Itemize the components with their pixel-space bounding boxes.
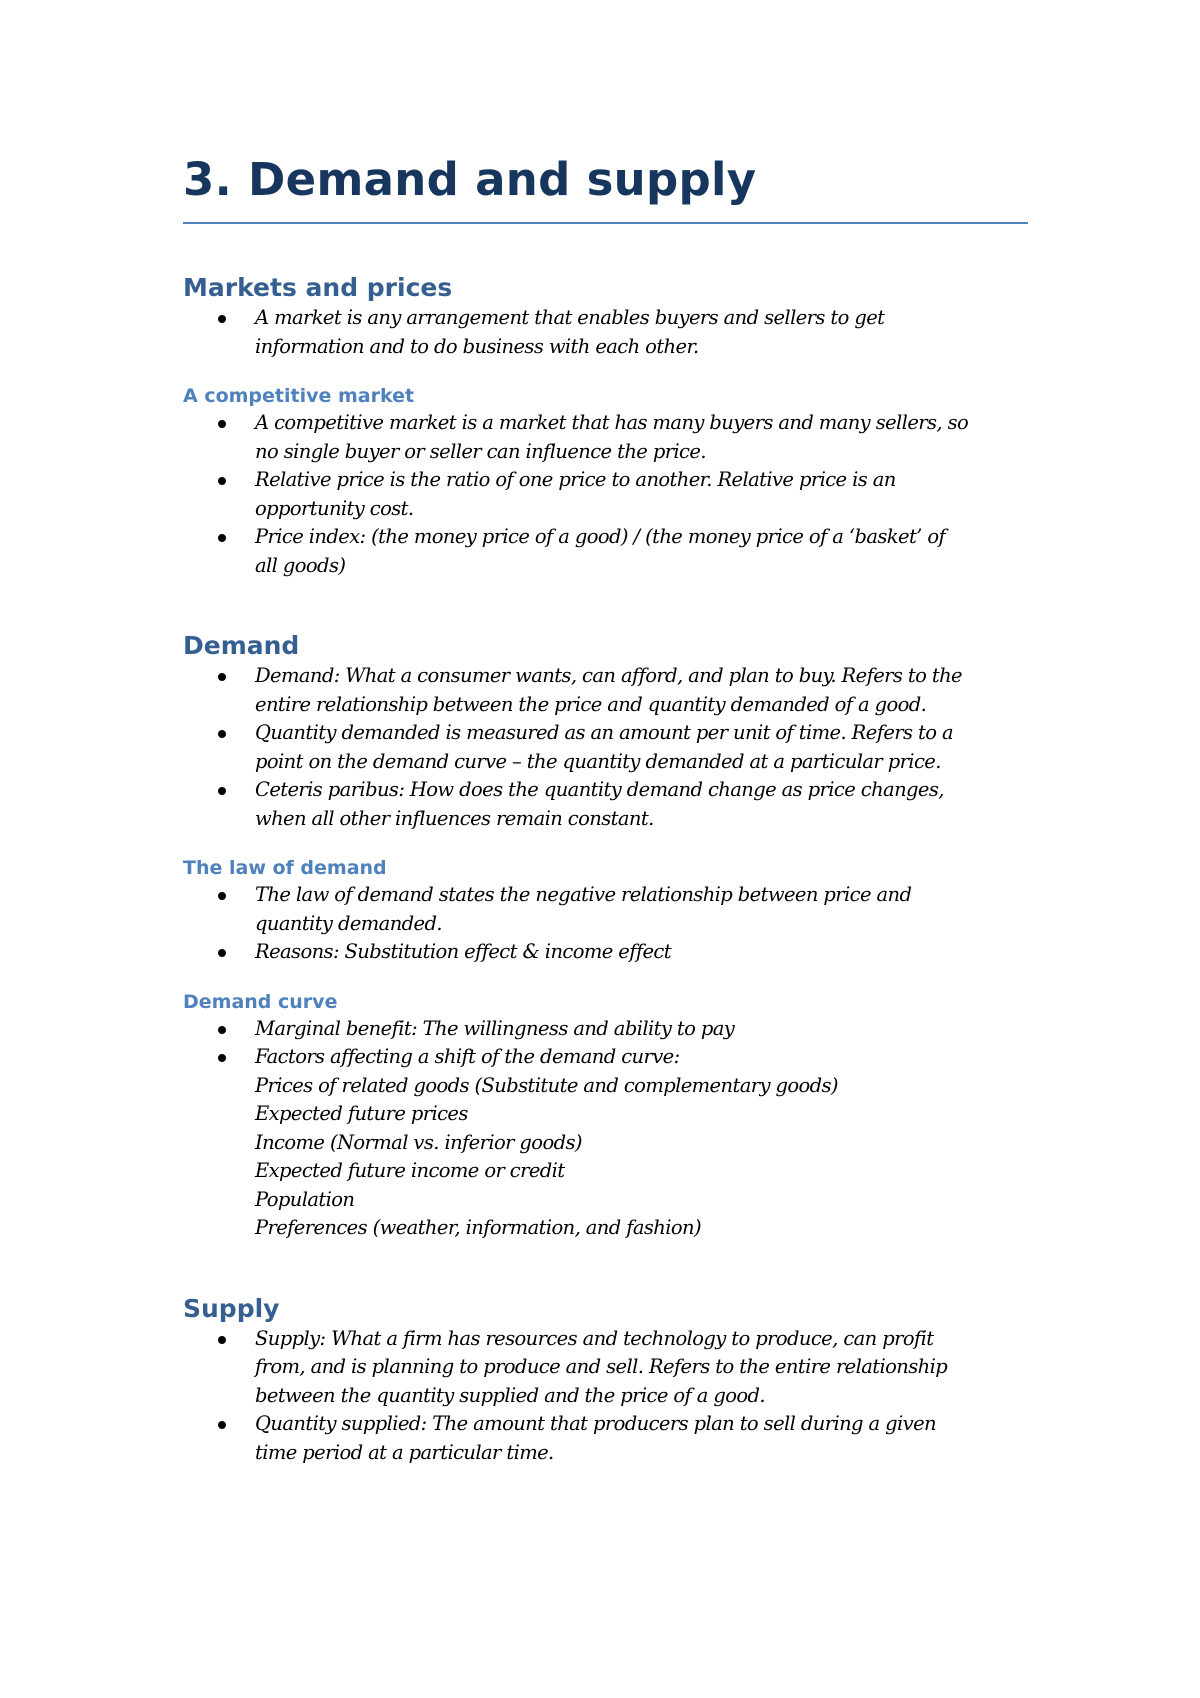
list-item bbox=[183, 1015, 1028, 1044]
list-item bbox=[183, 523, 1028, 580]
list-item-text: Supply: What a firm has resources and technology to produce, can profit bbox=[255, 1326, 934, 1350]
list-item-text: Price index: (the money price of a good) / (the money price of a ‘basket’ of bbox=[255, 525, 946, 548]
list-item-text: Ceteris paribus: How does the quantity demand change as price changes, bbox=[255, 778, 944, 801]
list-item-text: Marginal benefit: The willingness and ability to pay bbox=[255, 1016, 735, 1040]
bullet-icon bbox=[218, 1054, 226, 1062]
list-item bbox=[183, 1410, 1028, 1467]
bullet-list-markets-and-prices bbox=[183, 304, 1028, 361]
list-item-text: Population bbox=[255, 1187, 355, 1211]
bullet-icon bbox=[218, 892, 226, 900]
bullet-list-demand-curve bbox=[183, 1015, 1028, 1243]
list-item-text: A market is any arrangement that enables buyers and sellers to get bbox=[255, 306, 885, 329]
list-item-text: A competitive market is a market that has many buyers and many sellers, so bbox=[255, 411, 969, 434]
subsection-heading-competitive-market: A competitive market bbox=[183, 385, 415, 407]
section-heading-supply: Supply bbox=[183, 1293, 280, 1323]
bullet-icon bbox=[218, 787, 226, 795]
list-item-text: Reasons: Substitution effect & income effect bbox=[255, 940, 671, 963]
list-item bbox=[183, 1043, 1028, 1243]
list-item-text: Relative price is the ratio of one price to another. Relative price is an bbox=[255, 468, 896, 491]
list-item-text: Quantity supplied: The amount that producers plan to sell during a given bbox=[255, 1412, 936, 1435]
list-item bbox=[183, 466, 1028, 523]
bullet-list-competitive-market bbox=[183, 409, 1028, 580]
list-item-text: entire relationship between the price and quantity demanded of a good. bbox=[255, 692, 927, 716]
bullet-list-law-of-demand bbox=[183, 881, 1028, 967]
bullet-icon bbox=[218, 1026, 226, 1034]
list-item-text: Expected future prices bbox=[255, 1102, 468, 1125]
bullet-icon bbox=[218, 477, 226, 485]
list-item-text: information and to do business with each other. bbox=[255, 334, 699, 358]
list-item-text: between the quantity supplied and the price of a good. bbox=[255, 1383, 766, 1407]
bullet-icon bbox=[218, 949, 226, 957]
document-title: 3. Demand and supply bbox=[183, 153, 757, 206]
section-heading-markets-and-prices: Markets and prices bbox=[183, 273, 453, 302]
list-item bbox=[183, 881, 1028, 938]
bullet-icon bbox=[218, 534, 226, 542]
list-item-text: The law of demand states the negative relationship between price and bbox=[255, 883, 912, 906]
list-item-text: all goods) bbox=[255, 553, 346, 577]
list-item-text: time period at a particular time. bbox=[255, 1440, 554, 1464]
bullet-list-supply bbox=[183, 1325, 1028, 1468]
subsection-heading-demand-curve: Demand curve bbox=[183, 990, 338, 1013]
list-item-text: Prices of related goods (Substitute and complementary goods) bbox=[255, 1073, 838, 1097]
list-item-text: Expected future income or credit bbox=[255, 1159, 565, 1182]
bullet-icon bbox=[218, 1421, 226, 1429]
section-heading-demand: Demand bbox=[183, 631, 300, 660]
title-underline bbox=[183, 222, 1028, 224]
list-item-text: Preferences (weather, information, and fashion) bbox=[255, 1216, 701, 1239]
bullet-icon bbox=[218, 420, 226, 428]
list-item bbox=[183, 1325, 1028, 1411]
list-item bbox=[183, 776, 1028, 833]
bullet-icon bbox=[218, 1336, 226, 1344]
bullet-icon bbox=[218, 315, 226, 323]
bullet-icon bbox=[218, 673, 226, 681]
bullet-icon bbox=[218, 730, 226, 738]
list-item bbox=[183, 938, 1028, 967]
document-content bbox=[183, 152, 1028, 1467]
list-item-text: Quantity demanded is measured as an amount per unit of time. Refers to a bbox=[255, 721, 953, 744]
list-item bbox=[183, 662, 1028, 719]
list-item bbox=[183, 719, 1028, 776]
list-item-text: Demand: What a consumer wants, can afford, and plan to buy. Refers to the bbox=[255, 664, 962, 687]
list-item-text: opportunity cost. bbox=[255, 496, 414, 520]
subsection-heading-law-of-demand: The law of demand bbox=[183, 857, 387, 879]
list-item-text: when all other influences remain constant. bbox=[255, 806, 654, 830]
list-item-text: point on the demand curve – the quantity demanded at a particular price. bbox=[255, 749, 941, 773]
list-item-text: Factors affecting a shift of the demand curve: bbox=[255, 1045, 680, 1068]
list-item-text: quantity demanded. bbox=[255, 911, 442, 935]
list-item bbox=[183, 304, 1028, 361]
list-item bbox=[183, 409, 1028, 466]
list-item-text: from, and is planning to produce and sell. Refers to the entire relationship bbox=[255, 1355, 948, 1378]
bullet-list-demand bbox=[183, 662, 1028, 833]
list-item-text: no single buyer or seller can influence the price. bbox=[255, 439, 706, 463]
list-item-text: Income (Normal vs. inferior goods) bbox=[255, 1130, 582, 1154]
